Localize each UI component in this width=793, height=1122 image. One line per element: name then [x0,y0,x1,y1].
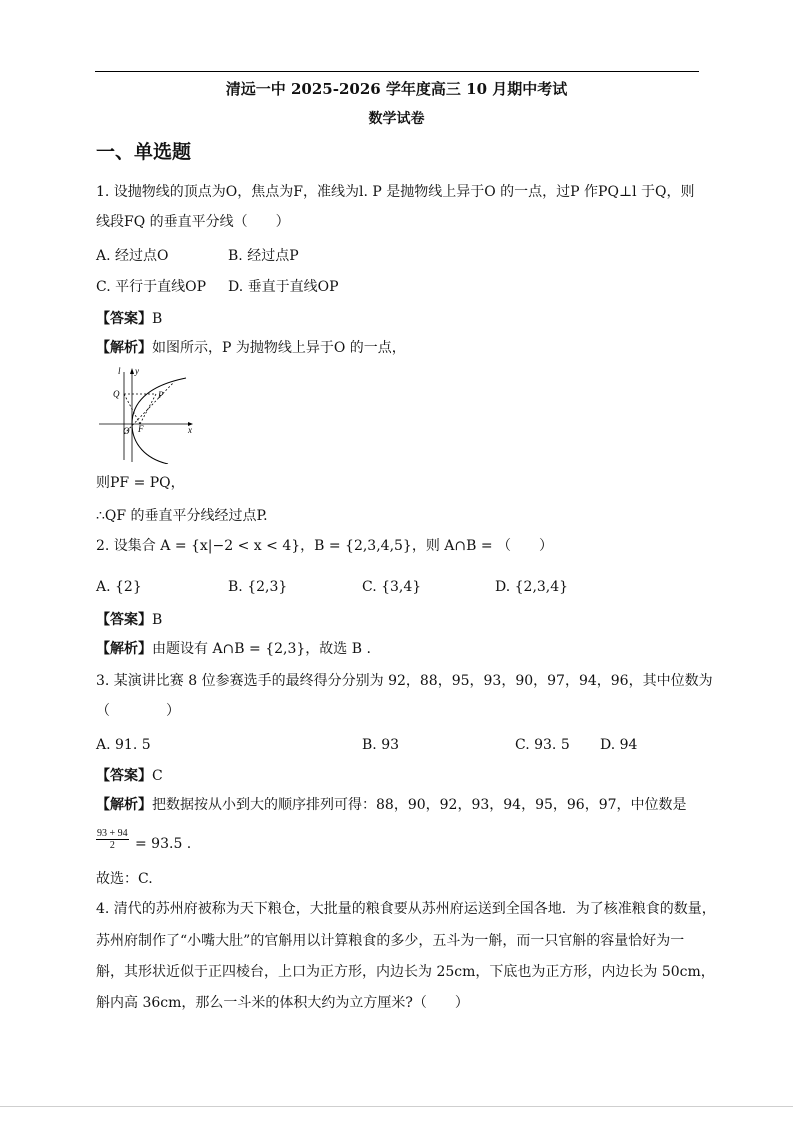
q1-conclusion-line1: 则PF = PQ， [96,475,185,491]
label-p: P [158,390,164,400]
q3-conclusion: 故选：C. [96,871,153,887]
q1-answer [96,309,162,329]
q3-option-d: D. 94 [600,737,638,753]
q3-fraction [96,828,129,851]
q3-fraction-denominator: 2 [109,840,115,851]
label-x: x [188,425,192,435]
perpendicular-bisector [124,382,174,434]
label-f: F [138,424,144,434]
q2-answer-value: B [152,612,163,628]
q2-answer-label: 【答案】 [96,612,152,628]
q3-analysis-label: 【解析】 [96,797,152,813]
q1-stem-line1: 1. 设抛物线的顶点为O，焦点为F，准线为l. P 是抛物线上异于O 的一点，过P 作PQ⊥l 于Q，则 [96,184,695,200]
section-title: 一、单选题 [96,141,192,163]
parabola-figure [96,364,200,464]
q3-analysis-text: 把数据按从小到大的顺序排列可得：88，90，92，93，94，95，96，97，中位数是 [152,797,687,813]
q1-answer-label: 【答案】 [96,311,152,327]
q3-analysis [96,795,687,815]
q3-fraction-numerator: 93 + 94 [97,828,128,839]
q3-answer-value: C [152,768,163,784]
q1-analysis [96,338,406,358]
q4-line3: 斛，其形状近似于正四棱台，上口为正方形，内边长为 25cm，下底也为正方形，内边长为 50cm， [96,964,715,980]
q2-answer [96,610,162,630]
exam-title: 清远一中 2025-2026 学年度高三 10 月期中考试 [225,80,568,98]
q3-answer [96,766,163,786]
q3-option-a: A. 91. 5 [96,737,151,753]
q3-fraction-result: = 93.5 . [135,836,192,852]
q2-stem: 2. 设集合 A = {x|−2 < x < 4}，B = {2,3,4,5}，则 A∩B = （ ） [96,538,554,554]
q2-analysis-text: 由题设有 A∩B = {2,3}，故选 B . [152,641,371,657]
q2-option-b: B. {2,3} [228,579,288,595]
q2-analysis [96,639,371,659]
q3-stem-line2: （ ） [96,703,180,719]
q4-line1: 4. 清代的苏州府被称为天下粮仓，大批量的粮食要从苏州府运送到全国各地．为了核准粮食的数量， [96,901,716,917]
q1-conclusion-line2: ∴QF 的垂直平分线经过点P. [96,508,268,524]
q2-analysis-label: 【解析】 [96,641,152,657]
q3-stem-line1: 3. 某演讲比赛 8 位参赛选手的最终得分分别为 92，88，95，93，90，97，94，96，其中位数为 [96,673,713,689]
label-l: l [118,366,121,376]
q1-option-d: D. 垂直于直线OP [228,279,339,295]
header-rule [95,71,699,72]
q2-option-d: D. {2,3,4} [495,579,569,595]
label-o: O [123,426,130,436]
label-q: Q [113,389,120,399]
q4-line4: 斛内高 36cm，那么一斗米的体积大约为立方厘米?（ ） [96,995,469,1011]
q3-option-b: B. 93 [362,737,400,753]
q4-line2: 苏州府制作了“小嘴大肚”的官斛用以计算粮食的多少，五斗为一斛，而一只官斛的容量恰好为一 [96,933,685,949]
q1-option-b: B. 经过点P [228,248,299,264]
q1-answer-value: B [152,311,163,327]
y-axis-arrow [130,368,134,374]
q1-analysis-label: 【解析】 [96,340,152,356]
q3-answer-label: 【答案】 [96,768,152,784]
q2-option-a: A. {2} [96,579,142,595]
q2-option-c: C. {3,4} [362,579,422,595]
exam-subtitle: 数学试卷 [368,111,425,127]
q1-option-a: A. 经过点O [96,248,169,264]
q1-analysis-text: 如图所示，P 为抛物线上异于O 的一点， [152,340,406,356]
q3-option-c: C. 93. 5 [515,737,570,753]
label-y: y [135,366,139,376]
q1-stem-line2: 线段FQ 的垂直平分线（ ） [96,214,290,230]
page-bottom-rule [0,1106,793,1107]
q1-option-c: C. 平行于直线OP [96,279,207,295]
